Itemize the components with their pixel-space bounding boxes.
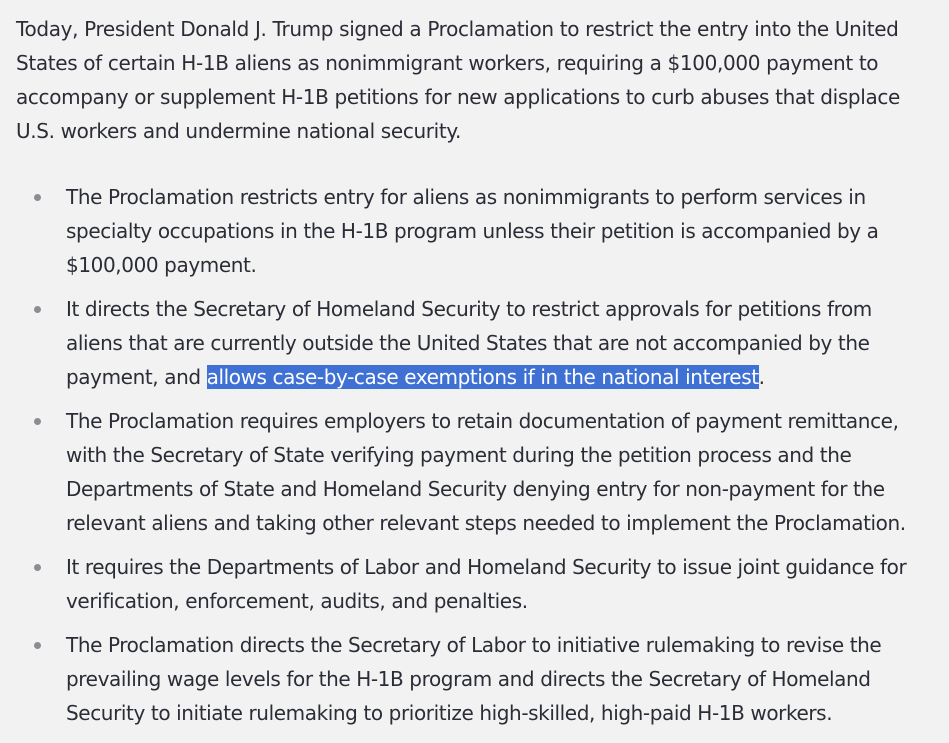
list-item-text-end[interactable]: . bbox=[758, 365, 765, 389]
list-item[interactable] bbox=[0, 292, 949, 394]
bullet-dot-icon bbox=[34, 642, 41, 649]
list-item-text[interactable]: The Proclamation directs the Secretary of Labor to initiative rulemaking to revise the prevailing wage levels for the H-1B program and directs the Secretary of Homeland Security to initiate rulemaking to prioritize high-skilled, high-paid H-1B workers. bbox=[66, 633, 882, 725]
list-item-text[interactable]: It directs the Secretary of Homeland Security to restrict approvals for petitions from aliens that are currently outside the United States that are not accompanied by the payment, and bbox=[66, 297, 872, 389]
bullet-dot-icon bbox=[34, 194, 41, 201]
bullet-dot-icon bbox=[34, 564, 41, 571]
list-item[interactable] bbox=[0, 550, 949, 618]
selected-text[interactable]: allows case-by-case exemptions if in the national interest bbox=[206, 365, 759, 389]
bullet-dot-icon bbox=[34, 418, 41, 425]
list-item[interactable] bbox=[0, 628, 949, 730]
list-item-text[interactable]: It requires the Departments of Labor and Homeland Security to issue joint guidance for verification, enforcement, audits, and penalties. bbox=[66, 555, 907, 613]
intro-paragraph[interactable]: Today, President Donald J. Trump signed a Proclamation to restrict the entry into the United States of certain H-1B aliens as nonimmigrant workers, requiring a $100,000 payment to accompany or supplement H-1B petitions for new applications to curb abuses that displace U.S. workers and undermine national security. bbox=[16, 17, 900, 143]
list-item-text[interactable]: The Proclamation restricts entry for aliens as nonimmigrants to perform services in specialty occupations in the H-1B program unless their petition is accompanied by a $100,000 payment. bbox=[66, 185, 879, 277]
list-item-text[interactable]: The Proclamation requires employers to retain documentation of payment remittance, with the Secretary of State verifying payment during the petition process and the Departments of State and Homeland Security denying entry for non-payment for the relevant aliens and taking other relevant steps needed to implement the Proclamation. bbox=[66, 409, 906, 535]
list-item[interactable] bbox=[0, 404, 949, 540]
bullet-list bbox=[0, 180, 949, 740]
list-item[interactable] bbox=[0, 180, 949, 282]
bullet-dot-icon bbox=[34, 306, 41, 313]
